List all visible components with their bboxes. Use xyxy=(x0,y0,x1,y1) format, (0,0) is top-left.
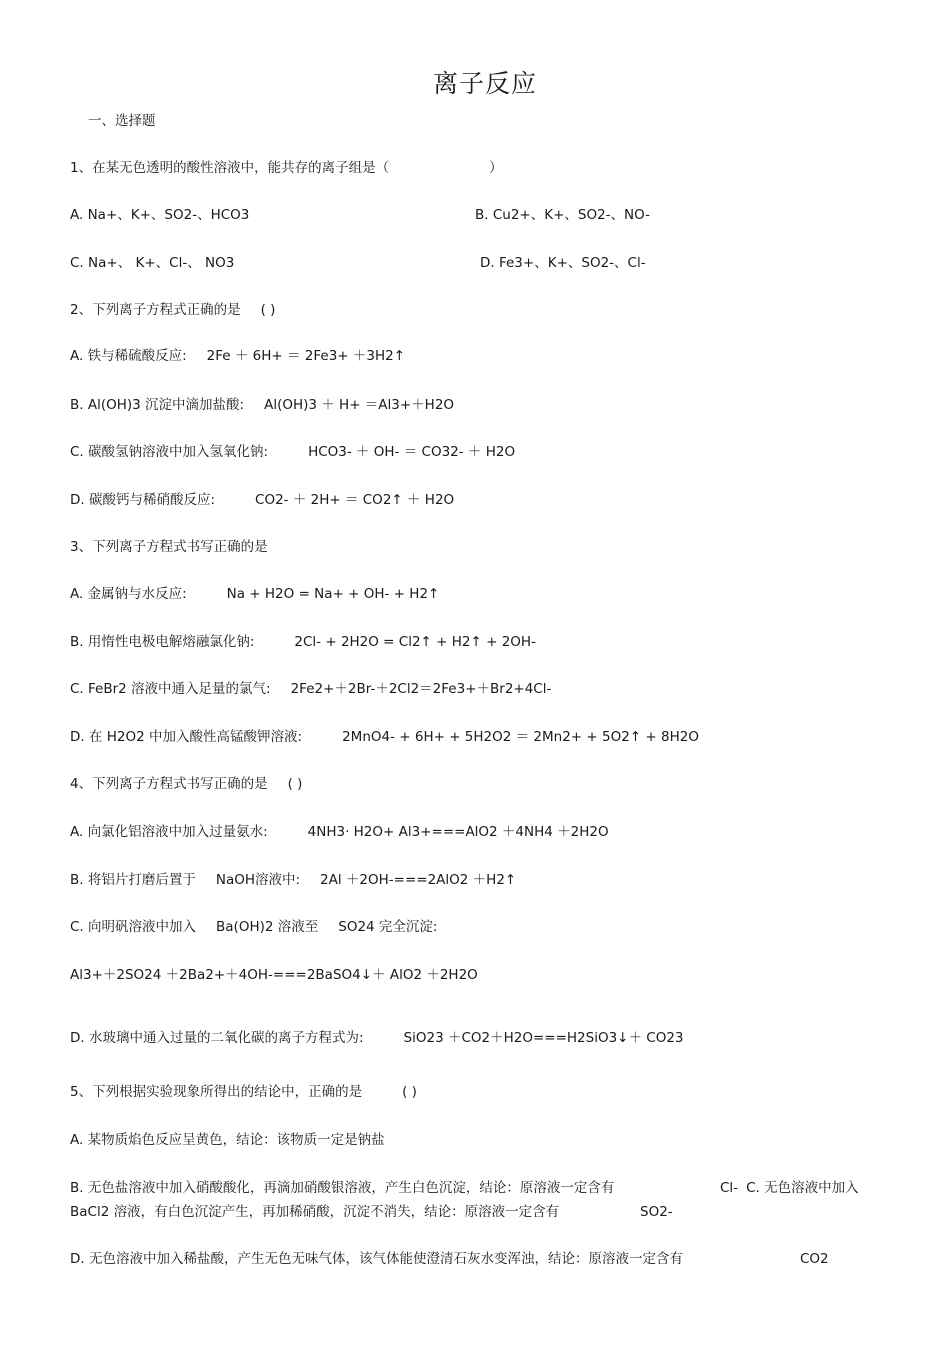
q1-option-b: B. Cu2+、K+、SO2-、NO- xyxy=(475,207,651,223)
q5-option-b: B. 无色盐溶液中加入硝酸酸化，再滴加硝酸银溶液，产生白色沉淀，结论：原溶液一定含有 xyxy=(70,1180,615,1196)
q1-option-c: C. Na+、 K+、Cl-、 NO3 xyxy=(70,255,235,271)
q5-option-c: BaCl2 溶液，有白色沉淀产生，再加稀硝酸，沉淀不消失，结论：原溶液一定含有 xyxy=(70,1204,560,1220)
document-title: 离子反应 xyxy=(432,69,537,98)
q5-option-b-ion: Cl- C. 无色溶液中加入 xyxy=(720,1180,859,1196)
q3-option-c: C. FeBr2 溶液中通入足量的氯气: 2Fe2+＋2Br-＋2Cl2＝2Fe3+＋Br2+4Cl- xyxy=(70,681,552,697)
section-heading: 一、选择题 xyxy=(88,113,156,129)
q2-option-a: A. 铁与稀硫酸反应: 2Fe ＋ 6H+ ＝ 2Fe3+ ＋3H2↑ xyxy=(70,348,406,364)
q4-option-a: A. 向氯化铝溶液中加入过量氨水: 4NH3· H2O+ Al3+===AlO2 ＋4NH4 ＋2H2O xyxy=(70,824,609,840)
q3-option-d: D. 在 H2O2 中加入酸性高锰酸钾溶液: 2MnO4- + 6H+ + 5H2O2 ＝ 2Mn2+ + 5O2↑ + 8H2O xyxy=(70,729,699,745)
q3-option-a: A. 金属钠与水反应: Na + H2O = Na+ + OH- + H2↑ xyxy=(70,586,440,602)
q2-stem: 2、下列离子方程式正确的是 ( ) xyxy=(70,302,276,318)
q5-option-d-ion: CO2 xyxy=(800,1251,829,1267)
q1-option-d: D. Fe3+、K+、SO2-、Cl- xyxy=(480,255,646,271)
q5-option-d: D. 无色溶液中加入稀盐酸，产生无色无味气体，该气体能使澄清石灰水变浑浊，结论：原溶液一定含有 xyxy=(70,1251,683,1267)
q5-option-a: A. 某物质焰色反应呈黄色，结论：该物质一定是钠盐 xyxy=(70,1132,385,1148)
q3-option-b: B. 用惰性电极电解熔融氯化钠: 2Cl- + 2H2O = Cl2↑ + H2↑ + 2OH- xyxy=(70,634,536,650)
q2-option-b: B. Al(OH)3 沉淀中滴加盐酸: Al(OH)3 ＋ H+ ＝Al3+＋H2O xyxy=(70,397,455,413)
q5-stem: 5、下列根据实验现象所得出的结论中，正确的是 ( ) xyxy=(70,1084,417,1100)
q4-option-c: C. 向明矾溶液中加入 Ba(OH)2 溶液至 SO24 完全沉淀: xyxy=(70,919,438,935)
q4-option-b: B. 将铝片打磨后置于 NaOH溶液中: 2Al ＋2OH-===2AlO2 ＋H2↑ xyxy=(70,872,517,888)
q3-stem: 3、下列离子方程式书写正确的是 xyxy=(70,539,268,555)
q1-option-a: A. Na+、K+、SO2-、HCO3 xyxy=(70,207,250,223)
q2-option-d: D. 碳酸钙与稀硝酸反应: CO2- ＋ 2H+ ＝ CO2↑ ＋ H2O xyxy=(70,492,455,508)
q4-option-d: D. 水玻璃中通入过量的二氧化碳的离子方程式为: SiO23 ＋CO2＋H2O===H2SiO3↓＋ CO23 xyxy=(70,1030,684,1046)
q2-option-c: C. 碳酸氢钠溶液中加入氢氧化钠: HCO3- ＋ OH- ＝ CO32- ＋ H2O xyxy=(70,444,516,460)
q5-option-c-ion: SO2- xyxy=(640,1204,673,1220)
q1-stem: 1、在某无色透明的酸性溶液中，能共存的离子组是（ ） xyxy=(70,160,503,176)
q4-stem: 4、下列离子方程式书写正确的是 ( ) xyxy=(70,776,303,792)
q4-option-c-equation: Al3+＋2SO24 ＋2Ba2+＋4OH-===2BaSO4↓＋ AlO2 ＋2H2O xyxy=(70,967,478,983)
